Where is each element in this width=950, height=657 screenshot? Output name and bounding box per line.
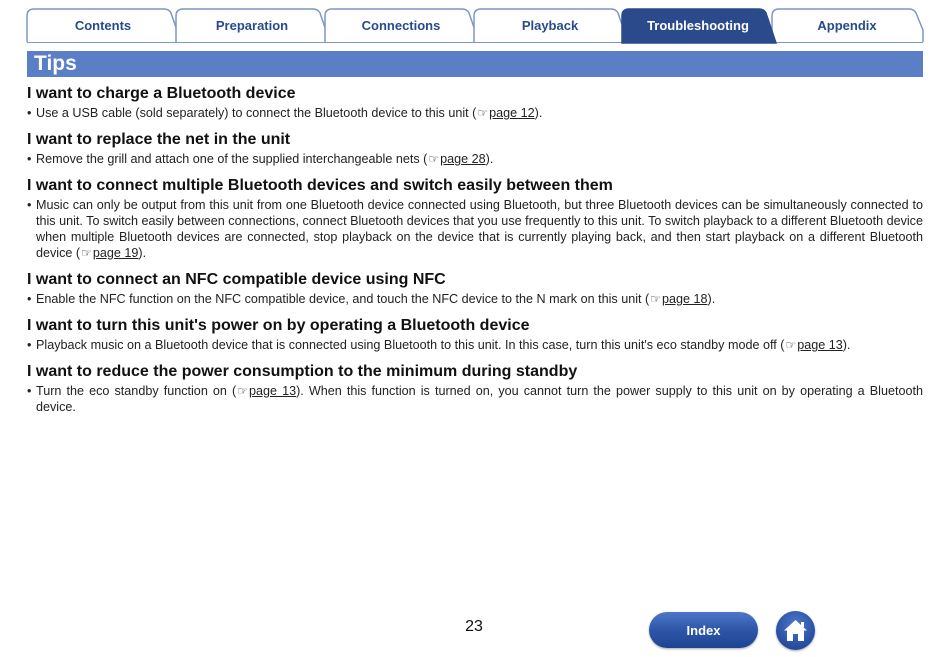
bullet: • xyxy=(27,106,32,120)
bullet: • xyxy=(27,338,32,352)
tab-playback[interactable]: Playback xyxy=(521,18,579,33)
tip-body xyxy=(27,197,923,261)
page-link[interactable]: page 13 xyxy=(797,338,843,352)
tip-item xyxy=(27,316,923,353)
tip-text-end: ). xyxy=(842,338,851,352)
page-link[interactable]: page 13 xyxy=(248,384,297,398)
section-heading-bar xyxy=(27,51,923,77)
tab-appendix[interactable]: Appendix xyxy=(817,18,877,33)
pointing-hand-icon: ☞ xyxy=(477,106,489,120)
tip-body xyxy=(27,383,923,415)
tip-body xyxy=(27,291,923,307)
tip-body xyxy=(27,337,923,353)
section-title: Tips xyxy=(34,52,77,75)
tip-heading: I want to turn this unit's power on by operating a Bluetooth device xyxy=(27,317,530,334)
tip-text: Turn the eco standby function on ( xyxy=(36,384,237,398)
tip-item xyxy=(27,130,923,167)
page-number: 23 xyxy=(465,618,483,635)
tab-connections[interactable]: Connections xyxy=(361,18,441,33)
tab-bar xyxy=(0,0,950,46)
pointing-hand-icon: ☞ xyxy=(237,384,248,398)
tip-heading: I want to connect an NFC compatible device using NFC xyxy=(27,271,446,288)
pointing-hand-icon: ☞ xyxy=(81,246,92,260)
index-button-label: Index xyxy=(686,623,721,638)
pointing-hand-icon: ☞ xyxy=(785,338,797,352)
home-icon xyxy=(782,617,809,644)
page-link[interactable]: page 12 xyxy=(489,106,535,120)
tip-text-end: ). xyxy=(534,106,543,120)
tip-heading: I want to connect multiple Bluetooth devices and switch easily between them xyxy=(27,177,613,194)
tip-text: Use a USB cable (sold separately) to connect the Bluetooth device to this unit ( xyxy=(36,106,477,120)
tip-item xyxy=(27,362,923,415)
page-link[interactable]: page 18 xyxy=(661,292,708,306)
pointing-hand-icon: ☞ xyxy=(428,152,440,166)
tip-text: Playback music on a Bluetooth device that is connected using Bluetooth to this unit. In this case, turn this unit's eco standby mode off ( xyxy=(36,338,785,352)
tip-body xyxy=(27,151,923,167)
tab-troubleshooting[interactable]: Troubleshooting xyxy=(647,18,749,33)
tip-body xyxy=(27,105,923,121)
page-link[interactable]: page 19 xyxy=(92,246,139,260)
bullet: • xyxy=(27,198,32,212)
tip-text-end: ). xyxy=(707,292,716,306)
tab-preparation[interactable]: Preparation xyxy=(215,18,289,33)
tip-text-end: ). xyxy=(138,246,147,260)
tip-heading: I want to replace the net in the unit xyxy=(27,131,291,148)
bullet: • xyxy=(27,292,32,306)
tip-text-end: ). When this function is turned on, you cannot turn the power supply to this unit on by operating a Bluetooth device. xyxy=(36,384,923,414)
tip-item xyxy=(27,176,923,261)
tip-text: Remove the grill and attach one of the supplied interchangeable nets ( xyxy=(36,152,428,166)
tip-text: Enable the NFC function on the NFC compatible device, and touch the NFC device to the N mark on this unit ( xyxy=(36,292,650,306)
tips-list xyxy=(27,84,923,424)
page-link[interactable]: page 28 xyxy=(440,152,486,166)
bullet: • xyxy=(27,384,32,398)
index-button[interactable] xyxy=(649,612,758,648)
tip-item xyxy=(27,84,923,121)
tip-text: Music can only be output from this unit from one Bluetooth device connected using Bluetooth, but three Bluetooth devices can be simultaneously connected to this unit. To switch easily between connections, connect Bluetooth devices that you use frequently to this unit. To switch playback to a different Bluetooth device when multiple Bluetooth devices are connected, stop playback on the device that is currently playing back, and then start playback on a different Bluetooth device ( xyxy=(36,198,923,260)
tab-contents[interactable]: Contents xyxy=(74,18,132,33)
tip-heading: I want to reduce the power consumption to the minimum during standby xyxy=(27,363,578,380)
pointing-hand-icon: ☞ xyxy=(650,292,661,306)
home-button[interactable] xyxy=(776,611,815,650)
tip-text-end: ). xyxy=(485,152,494,166)
bullet: • xyxy=(27,152,32,166)
tip-item xyxy=(27,270,923,307)
tip-heading: I want to charge a Bluetooth device xyxy=(27,85,296,102)
